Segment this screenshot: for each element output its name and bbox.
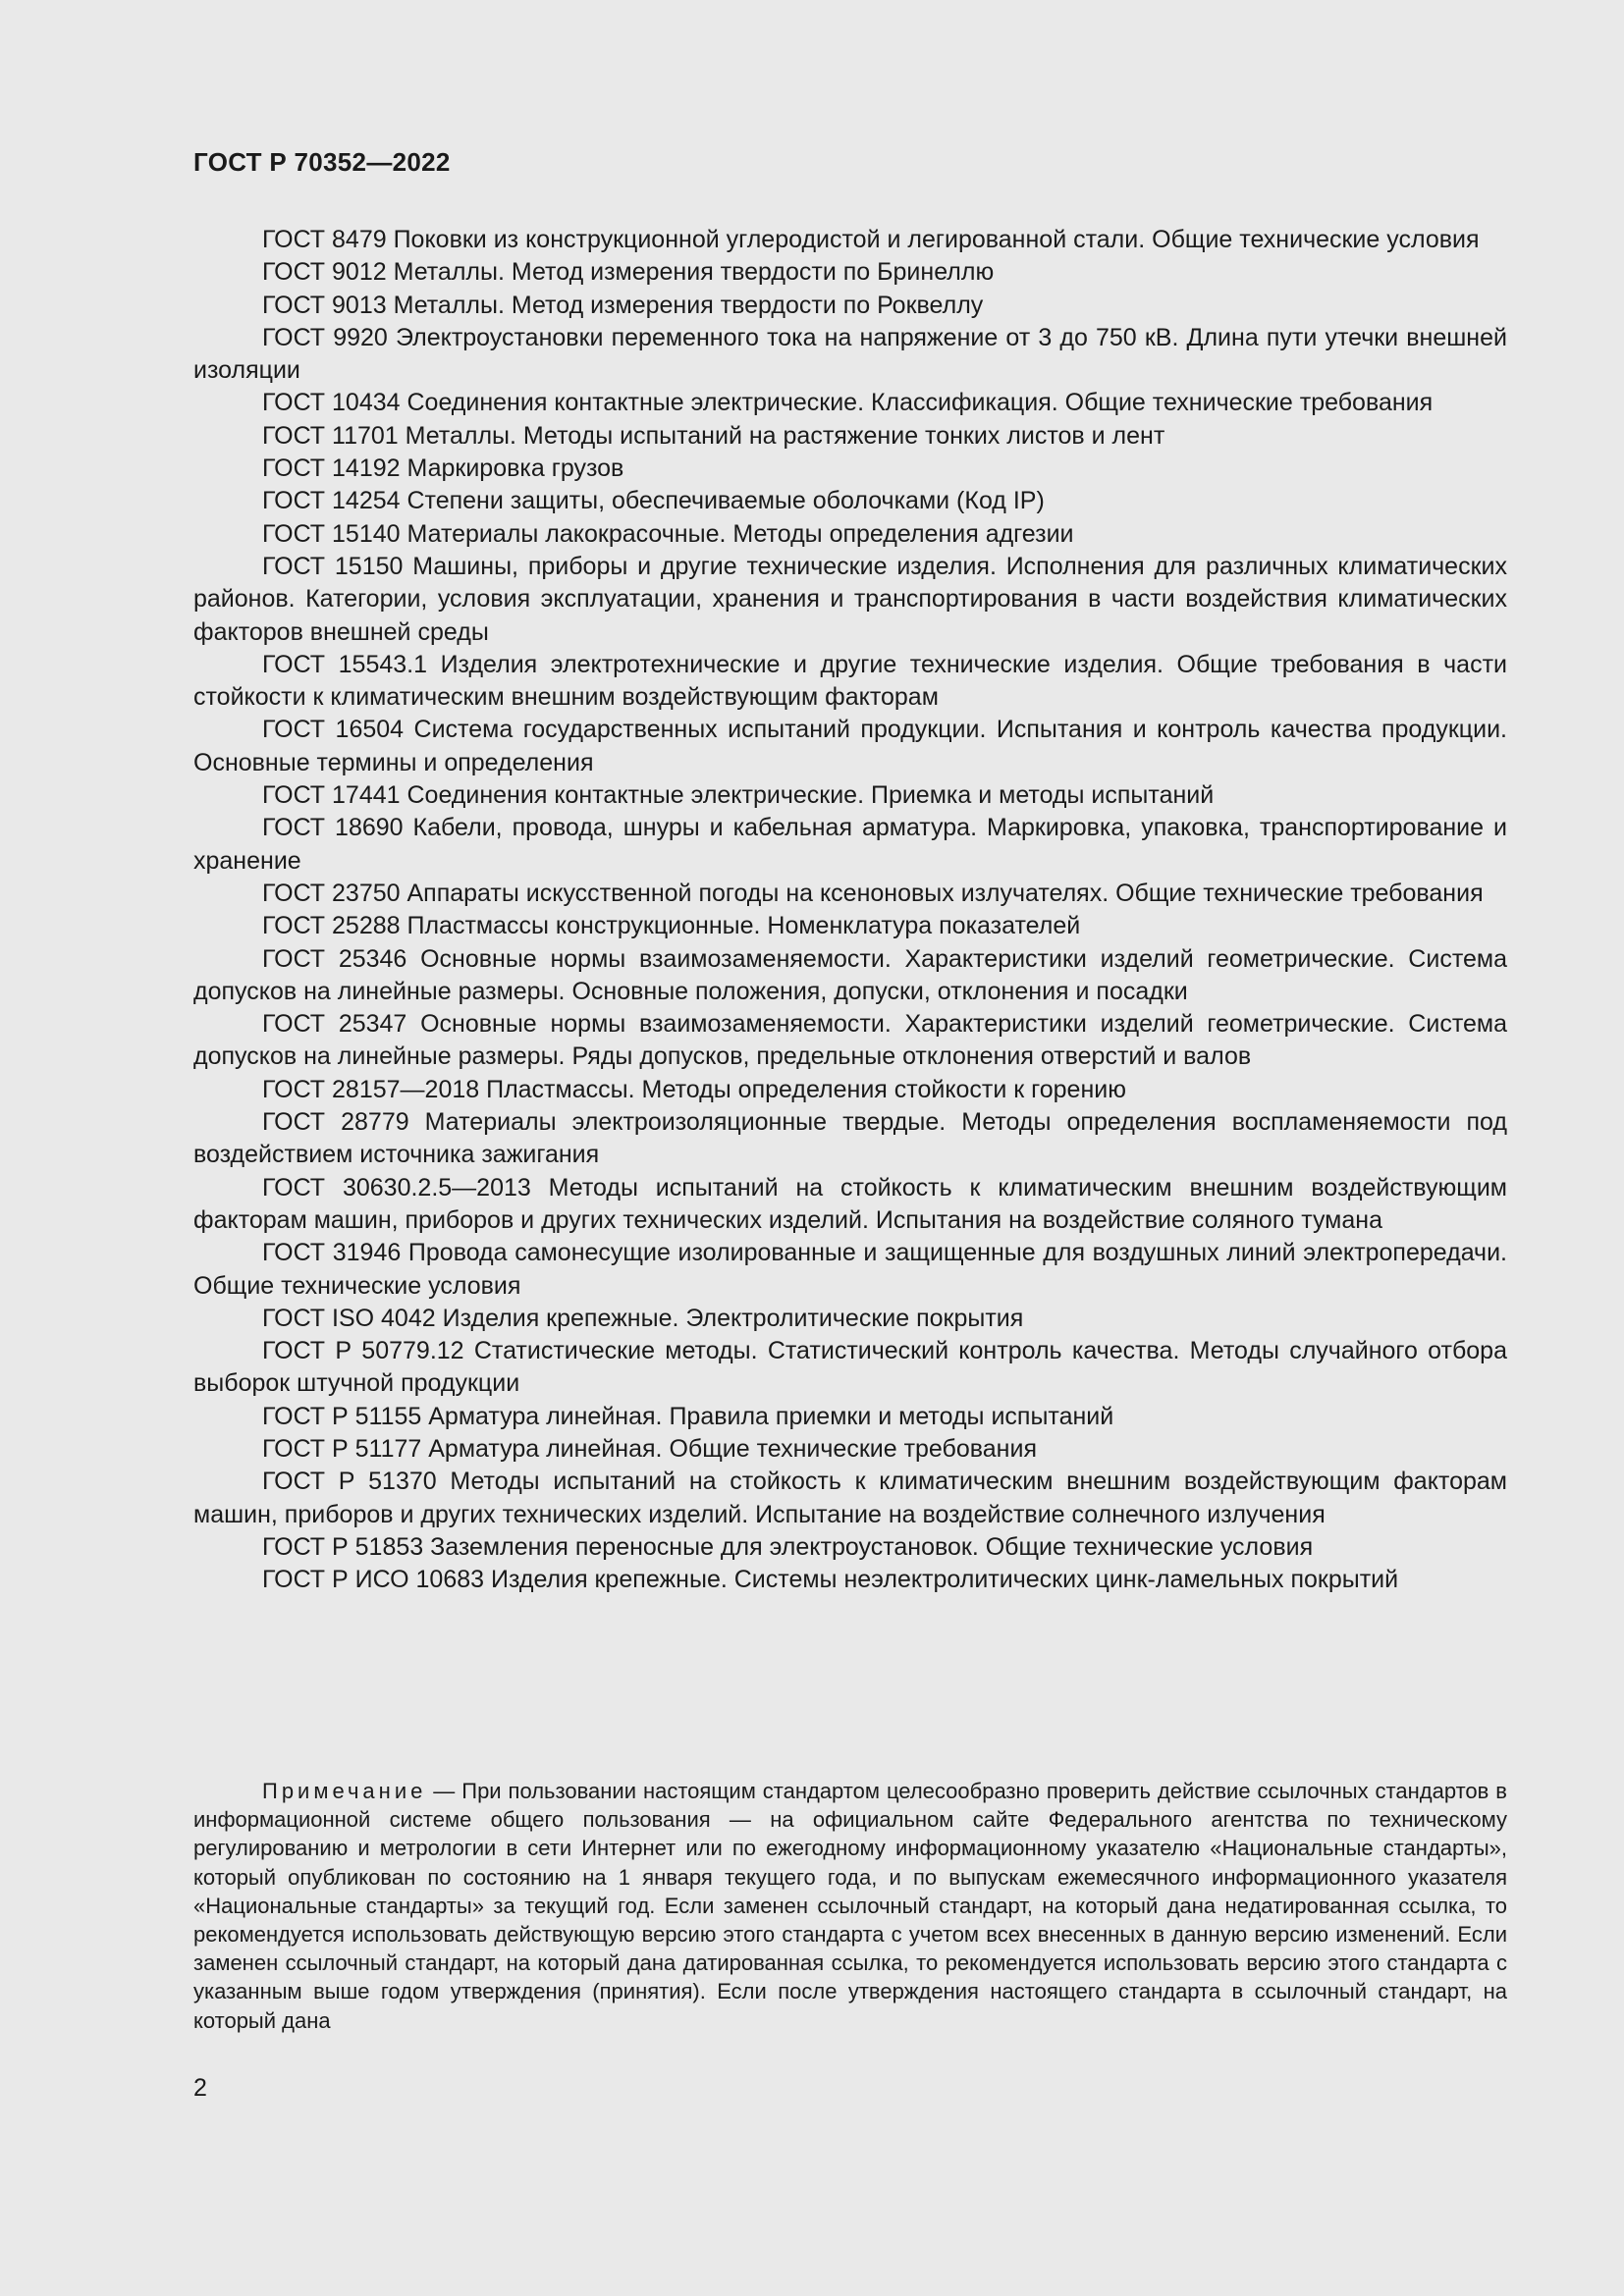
reference-item: ГОСТ Р ИСО 10683 Изделия крепежные. Системы неэлектролитических цинк-ламельных покрытий: [262, 1566, 1399, 1594]
reference-item: ГОСТ 28779 Материалы электроизоляционные твердые. Методы определения воспламеняемости под воздействием источника зажигания: [193, 1108, 1507, 1169]
reference-item: ГОСТ 9013 Металлы. Метод измерения твердости по Роквеллу: [262, 291, 984, 319]
reference-item: ГОСТ 15543.1 Изделия электротехнические и другие технические изделия. Общие требования в части стойкости к климатическим внешним воздействующим факторам: [193, 650, 1507, 712]
reference-item: ГОСТ 31946 Провода самонесущие изолированные и защищенные для воздушных линий электропередачи. Общие технические условия: [193, 1239, 1507, 1300]
reference-item: ГОСТ 17441 Соединения контактные электрические. Приемка и методы испытаний: [262, 781, 1215, 810]
reference-item: ГОСТ 25347 Основные нормы взаимозаменяемости. Характеристики изделий геометрические. Система допусков на линейные размеры. Ряды допусков, предельные отклонения отверстий и валов: [193, 1010, 1507, 1071]
reference-list: [193, 224, 1507, 1596]
reference-item: ГОСТ Р 51177 Арматура линейная. Общие технические требования: [262, 1434, 1037, 1463]
reference-item: ГОСТ 25288 Пластмассы конструкционные. Номенклатура показателей: [262, 912, 1081, 940]
note-paragraph: [193, 1777, 1507, 2035]
reference-item: ГОСТ Р 50779.12 Статистические методы. Статистический контроль качества. Методы случайного отбора выборок штучной продукции: [193, 1337, 1507, 1398]
reference-item: ГОСТ 14254 Степени защиты, обеспечиваемые оболочками (Код IP): [262, 487, 1045, 515]
note-text: — При пользовании настоящим стандартом целесообразно проверить действие ссылочных стандартов в информационной системе общего пользования — на официальном сайте Федерального агентства по техническому регулированию и метрологии в сети Интернет или по ежегодному информационному указателю «Национальные стандарты», который опубликован по состоянию на 1 января текущего года, и по выпускам ежемесячного информационного указателя «Национальные стандарты» за текущий год. Если заменен ссылочный стандарт, на который дана недатированная ссылка, то рекомендуется использовать действующую версию этого стандарта с учетом всех внесенных в данную версию изменений. Если заменен ссылочный стандарт, на который дана датированная ссылка, то рекомендуется использовать версию этого стандарта с указанным выше годом утверждения (принятия). Если после утверждения настоящего стандарта в ссылочный стандарт, на который дана: [193, 1779, 1507, 2033]
reference-item: ГОСТ 15150 Машины, приборы и другие технические изделия. Исполнения для различных климатических районов. Категории, условия эксплуатации, хранения и транспортирования в части воздействия климатических факторов внешней среды: [193, 552, 1507, 646]
reference-item: ГОСТ 15140 Материалы лакокрасочные. Методы определения адгезии: [262, 519, 1074, 548]
reference-item: ГОСТ 25346 Основные нормы взаимозаменяемости. Характеристики изделий геометрические. Система допусков на линейные размеры. Основные положения, допуски, отклонения и посадки: [193, 944, 1507, 1005]
note-label: Примечание: [262, 1779, 427, 1803]
reference-item: ГОСТ 9920 Электроустановки переменного тока на напряжение от 3 до 750 кВ. Длина пути утечки внешней изоляции: [193, 323, 1507, 385]
reference-item: ГОСТ Р 51155 Арматура линейная. Правила приемки и методы испытаний: [262, 1402, 1114, 1430]
reference-item: ГОСТ 23750 Аппараты искусственной погоды на ксеноновых излучателях. Общие технические требования: [262, 879, 1484, 907]
reference-item: ГОСТ Р 51370 Методы испытаний на стойкость к климатическим внешним воздействующим факторам машин, приборов и других технических изделий. Испытание на воздействие солнечного излучения: [193, 1468, 1507, 1528]
reference-item: ГОСТ 9012 Металлы. Метод измерения твердости по Бринеллю: [262, 258, 995, 287]
reference-item: ГОСТ Р 51853 Заземления переносные для электроустановок. Общие технические условия: [262, 1532, 1314, 1561]
reference-item: ГОСТ 30630.2.5—2013 Методы испытаний на стойкость к климатическим внешним воздействующим факторам машин, приборов и других технических изделий. Испытания на воздействие соляного тумана: [193, 1173, 1507, 1234]
reference-item: ГОСТ 28157—2018 Пластмассы. Методы определения стойкости к горению: [262, 1075, 1126, 1103]
reference-item: ГОСТ 8479 Поковки из конструкционной углеродистой и легированной стали. Общие технические условия: [262, 226, 1480, 253]
reference-item: ГОСТ 11701 Металлы. Методы испытаний на растяжение тонких листов и лент: [262, 421, 1165, 450]
reference-item: ГОСТ 10434 Соединения контактные электрические. Классификация. Общие технические требования: [262, 389, 1434, 417]
reference-item: ГОСТ 14192 Маркировка грузов: [262, 454, 624, 483]
page-header: ГОСТ Р 70352—2022: [193, 147, 451, 177]
reference-item: ГОСТ 18690 Кабели, провода, шнуры и кабельная арматура. Маркировка, упаковка, транспортирование и хранение: [193, 814, 1507, 875]
reference-item: ГОСТ 16504 Система государственных испытаний продукции. Испытания и контроль качества продукции. Основные термины и определения: [193, 716, 1507, 776]
page-number: 2: [193, 2074, 207, 2102]
reference-item: ГОСТ ISO 4042 Изделия крепежные. Электролитические покрытия: [262, 1304, 1024, 1332]
